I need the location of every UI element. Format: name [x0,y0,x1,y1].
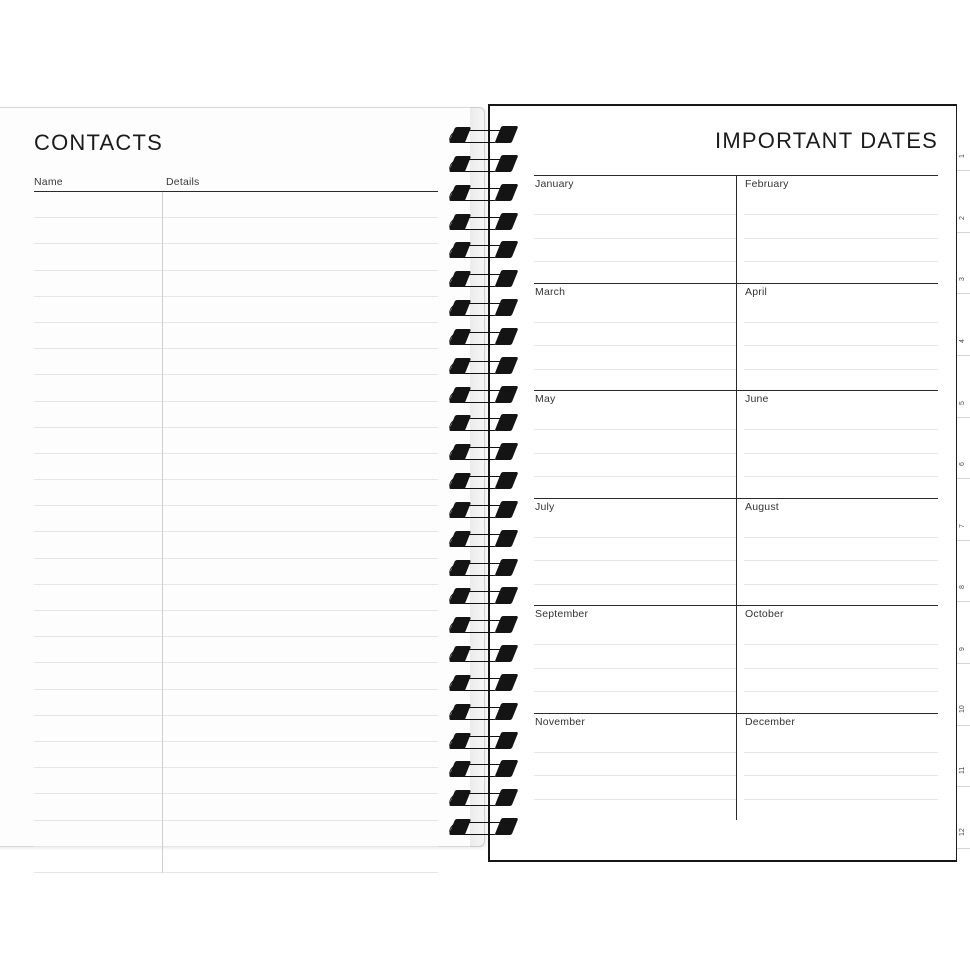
spiral-coil [448,787,520,813]
month-row [534,605,938,713]
month-write-line[interactable] [744,800,938,822]
month-label: April [745,285,768,298]
edge-tab-mark[interactable]: 1 [959,154,966,158]
contacts-row[interactable] [34,480,438,506]
month-write-line[interactable] [744,192,938,215]
spiral-clip-right [495,530,519,547]
spiral-clip-right [495,299,519,316]
spiral-coil [448,470,520,496]
contacts-row[interactable] [34,637,438,663]
edge-sheet-rule [957,601,970,602]
spiral-clip-right [495,414,519,431]
spiral-coil [448,499,520,525]
month-write-line[interactable] [744,692,938,714]
month-cell-june[interactable] [736,390,938,498]
month-label: June [745,393,769,405]
month-write-line[interactable] [534,346,736,369]
edge-tab-mark[interactable]: 6 [959,462,966,467]
month-cell-january[interactable] [534,175,736,283]
month-write-line[interactable] [744,430,938,453]
important-dates-page-title: IMPORTANT DATES [715,128,938,153]
contacts-row-list [34,192,438,873]
month-write-line[interactable] [534,622,736,645]
spiral-clip-right [495,126,519,143]
month-write-lines [534,192,736,285]
spiral-clip-right [495,616,519,633]
month-write-line[interactable] [744,454,938,477]
spiral-coil [448,758,520,784]
spiral-clip-right [495,184,519,201]
month-cell-march[interactable] [534,283,736,391]
contacts-row[interactable] [34,375,438,401]
spiral-coil [448,557,520,583]
month-write-line[interactable] [534,430,736,453]
edge-sheet-rule [957,540,970,541]
month-write-lines [534,407,736,500]
month-write-lines [744,300,938,393]
spiral-coil [448,124,520,150]
contacts-row[interactable] [34,663,438,689]
spiral-coil [448,384,520,410]
contacts-row[interactable] [34,794,438,820]
spiral-coil [448,211,520,237]
month-label: January [535,178,574,190]
spiral-clip-right [495,357,519,374]
month-write-line[interactable] [534,192,736,215]
edge-sheet-rule [957,232,970,233]
month-write-lines [744,622,938,715]
edge-sheet-rule [957,355,970,356]
month-write-line[interactable] [744,730,938,753]
contacts-column-divider [162,192,163,873]
month-write-line[interactable] [744,300,938,323]
spiral-coil [448,643,520,669]
month-write-line[interactable] [744,561,938,584]
edge-tab-mark[interactable]: 8 [959,585,966,590]
spiral-coil [448,297,520,323]
spiral-coil [448,326,520,352]
edge-tab-mark[interactable]: 2 [959,215,966,220]
contacts-row[interactable] [34,244,438,270]
edge-tab-mark[interactable]: 4 [959,339,966,343]
month-write-lines [534,515,736,608]
month-write-lines [534,622,736,715]
spiral-coil [448,153,520,179]
contacts-page [0,107,485,847]
edge-tab-mark[interactable]: 10 [959,704,966,713]
spiral-coil [448,528,520,554]
month-write-line[interactable] [744,370,938,392]
edge-tab-mark[interactable]: 5 [959,400,966,405]
month-row [534,390,938,498]
month-cell-september[interactable] [534,605,736,713]
contacts-row[interactable] [34,690,438,716]
month-write-line[interactable] [744,239,938,262]
month-label: July [535,500,555,513]
month-write-line[interactable] [534,753,736,776]
month-write-line[interactable] [534,645,736,668]
spiral-clip-right [495,270,519,287]
spiral-binding [448,124,528,842]
edge-sheet-rule [957,725,970,726]
month-write-line[interactable] [534,800,736,822]
edge-tab-mark[interactable]: 11 [959,767,966,775]
month-write-line[interactable] [534,692,736,714]
month-write-line[interactable] [534,300,736,323]
contacts-row[interactable] [34,585,438,611]
month-write-line[interactable] [534,215,736,238]
month-write-line[interactable] [534,585,736,607]
contacts-row[interactable] [34,323,438,349]
spiral-clip-right [495,328,519,345]
spiral-clip-right [495,587,519,604]
contacts-row[interactable] [34,506,438,532]
spiral-clip-right [495,703,519,720]
month-write-line[interactable] [534,370,736,392]
edge-sheet-rule [957,848,970,849]
spiral-clip-right [495,213,519,230]
month-write-lines [534,300,736,393]
month-label: December [745,715,796,728]
contacts-row[interactable] [34,402,438,428]
spiral-coil [448,412,520,438]
month-write-line[interactable] [744,477,938,499]
contacts-row[interactable] [34,559,438,585]
month-write-line[interactable] [744,538,938,561]
spiral-clip-right [495,760,519,777]
month-label: November [535,715,586,728]
month-write-lines [534,730,736,823]
spiral-clip-right [495,501,519,518]
spiral-clip-right [495,155,519,172]
contacts-row[interactable] [34,768,438,794]
spiral-clip-right [495,674,519,691]
spiral-clip-right [495,472,519,489]
page-edge-tabs [956,104,970,862]
edge-sheet-rule [957,417,970,418]
month-cell-october[interactable] [736,605,938,713]
spiral-clip-right [495,443,519,460]
edge-tab-mark[interactable]: 7 [959,523,966,528]
month-label: February [745,178,789,190]
month-write-line[interactable] [744,407,938,430]
spiral-clip-right [495,386,519,403]
contacts-row[interactable] [34,454,438,480]
contacts-row[interactable] [34,271,438,297]
month-write-lines [744,407,938,500]
month-write-line[interactable] [744,622,938,645]
spiral-coil [448,730,520,756]
spiral-coil [448,268,520,294]
contacts-column-header-details: Details [166,176,200,188]
important-dates-grid [534,175,938,820]
edge-sheet-rule [957,786,970,787]
edge-tab-mark[interactable]: 12 [959,828,966,836]
month-write-lines [744,730,938,823]
important-dates-page [488,104,958,862]
month-write-line[interactable] [744,515,938,538]
month-write-line[interactable] [534,477,736,499]
month-row [534,498,938,606]
month-label: August [745,500,779,513]
contacts-row[interactable] [34,611,438,637]
page-edge-sheet [956,104,970,862]
month-write-line[interactable] [534,454,736,477]
month-write-line[interactable] [744,776,938,799]
month-write-line[interactable] [744,753,938,776]
month-write-line[interactable] [534,538,736,561]
spiral-coil [448,355,520,381]
month-label: September [535,608,589,620]
contacts-row[interactable] [34,847,438,873]
spiral-coil [448,441,520,467]
month-write-lines [744,515,938,608]
spiral-coil [448,182,520,208]
contacts-row[interactable] [34,716,438,742]
month-write-line[interactable] [744,262,938,284]
month-label: October [745,608,784,620]
spiral-coil [448,816,520,842]
spiral-clip-right [495,818,519,835]
spiral-coil [448,672,520,698]
contacts-row[interactable] [34,218,438,244]
contacts-row[interactable] [34,428,438,454]
important-dates-content [534,128,938,840]
spiral-clip-right [495,789,519,806]
month-write-line[interactable] [744,669,938,692]
month-write-line[interactable] [534,407,736,430]
contacts-row[interactable] [34,821,438,847]
month-write-line[interactable] [744,585,938,607]
spiral-coil [448,239,520,265]
edge-sheet-rule [957,170,970,171]
edge-tab-mark[interactable]: 9 [959,647,966,652]
month-write-line[interactable] [744,215,938,238]
month-write-line[interactable] [534,323,736,346]
month-write-line[interactable] [744,645,938,668]
edge-sheet-rule [957,663,970,664]
month-cell-april[interactable] [736,283,938,391]
month-cell-august[interactable] [736,498,938,606]
month-write-line[interactable] [744,346,938,369]
month-write-lines [744,192,938,285]
edge-sheet-rule [957,478,970,479]
month-write-line[interactable] [534,515,736,538]
contacts-page-title: CONTACTS [34,130,163,155]
month-cell-november[interactable] [534,713,736,821]
month-write-line[interactable] [744,323,938,346]
month-cell-july[interactable] [534,498,736,606]
contacts-row[interactable] [34,192,438,218]
month-row [534,713,938,821]
month-cell-december[interactable] [736,713,938,821]
month-write-line[interactable] [534,669,736,692]
contacts-column-headers [34,174,438,190]
month-write-line[interactable] [534,239,736,262]
month-row [534,283,938,391]
spiral-clip-right [495,559,519,576]
edge-sheet-rule [957,293,970,294]
month-label: March [535,285,566,298]
month-cell-february[interactable] [736,175,938,283]
edge-tab-mark[interactable]: 3 [959,277,966,282]
month-write-line[interactable] [534,561,736,584]
month-row [534,175,938,283]
spiral-clip-right [495,645,519,662]
spiral-coil [448,585,520,611]
spiral-coil [448,614,520,640]
month-label: May [535,393,556,405]
contacts-row[interactable] [34,297,438,323]
month-cell-may[interactable] [534,390,736,498]
contacts-row[interactable] [34,742,438,768]
contacts-column-header-name: Name [34,176,63,188]
spiral-coil [448,701,520,727]
contacts-row[interactable] [34,349,438,375]
month-write-line[interactable] [534,776,736,799]
spiral-clip-right [495,241,519,258]
contacts-row[interactable] [34,532,438,558]
spiral-clip-right [495,732,519,749]
contacts-content [34,130,438,830]
month-write-line[interactable] [534,262,736,284]
month-write-line[interactable] [534,730,736,753]
